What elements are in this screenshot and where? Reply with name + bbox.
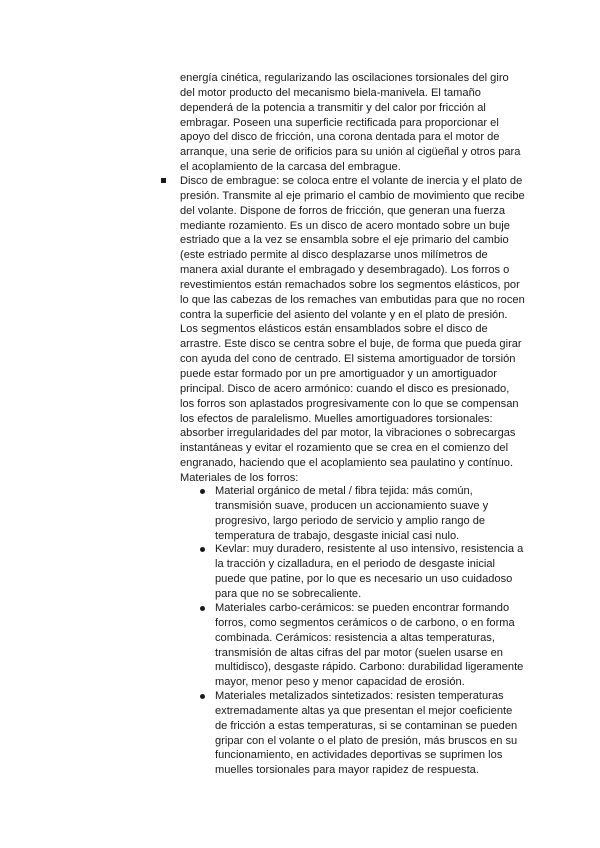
text-line: contra la superficie del asiento del volante y en el plato de presión.	[180, 308, 508, 321]
round-bullet-icon	[200, 694, 205, 699]
text-line: Materiales de los forros:	[180, 471, 299, 484]
text-line: del volante. Dispone de forros de fricción, que generan una fuerza	[180, 204, 506, 217]
text-line: manera axial durante el embragado y desembragado). Los forros o	[180, 264, 510, 277]
volante-paragraph-continuation	[180, 71, 550, 175]
text-line: revestimientos están remachados sobre los segmentos elásticos, por	[180, 278, 520, 291]
material-item-kevlar	[215, 542, 550, 601]
text-line: embragar. Poseen una superficie rectificada para proporcionar el	[180, 116, 499, 129]
text-line: progresivo, largo periodo de servicio y amplio rango de	[215, 514, 486, 527]
text-line: multidisco), desgaste rápido. Carbono: durabilidad ligeramente	[215, 661, 524, 674]
text-line: extremadamente altas ya que presentan el mejor coeficiente	[215, 704, 513, 717]
text-line: mayor, menor peso y menor capacidad de erosión.	[215, 676, 465, 689]
text-line: transmisión de altas cifras del par motor (suelen usarse en	[215, 646, 503, 659]
text-line: Materiales carbo-cerámicos: se pueden encontrar formando	[215, 602, 510, 614]
text-line: puede estar formado por un pre amortiguador y un amortiguador	[180, 367, 497, 380]
text-line: Materiales metalizados sintetizados: resisten temperaturas	[215, 690, 504, 702]
text-line: del motor producto del mecanismo biela-manivela. El tamaño	[180, 86, 481, 99]
text-line: forros, como segmentos cerámicos o de carbono, o en forma	[215, 616, 515, 629]
text-line: los efectos de paralelismo. Muelles amortiguadores torsionales:	[180, 412, 493, 425]
text-line: (este estriado permite al disco desplazarse unos milímetros de	[180, 249, 488, 262]
text-line: lo que las cabezas de los remaches van embutidas para que no rocen	[180, 293, 525, 306]
text-line: Kevlar: muy duradero, resistente al uso intensivo, resistencia a	[215, 543, 524, 555]
text-line: de fricción a estas temperaturas, si se contaminan se pueden	[215, 719, 518, 732]
text-line: muelles torsionales para mayor rapidez de respuesta.	[215, 764, 479, 777]
text-line: estriado que a la vez se ensambla sobre el eje primario del cambio	[180, 234, 509, 247]
material-item-carbo-ceramicos	[215, 601, 550, 690]
text-line: apoyo del disco de fricción, una corona dentada para el motor de	[180, 131, 500, 144]
text-line: la tracción y cizalladura, en el periodo de desgaste inicial	[215, 557, 495, 570]
disco-embrague-item	[180, 174, 550, 486]
text-line: puede que patine, por lo que es necesario un uso cuidadoso	[215, 572, 513, 585]
round-bullet-icon	[200, 606, 205, 611]
material-item-organico	[215, 484, 550, 543]
text-line: absorber irregularidades del par motor, la vibraciones o sobrecargas	[180, 427, 516, 440]
text-line: energía cinética, regularizando las oscilaciones torsionales del giro	[180, 72, 509, 84]
text-line: para que no se sobrecaliente.	[215, 587, 362, 600]
text-line: arrastre. Este disco se centra sobre el buje, de forma que pueda girar	[180, 338, 522, 351]
text-line: transmisión suave, producen un accionamiento suave y	[215, 499, 489, 512]
round-bullet-icon	[200, 547, 205, 552]
text-line: mediante rozamiento. Es un disco de acero montado sobre un buje	[180, 219, 510, 232]
text-line: presión. Transmite al eje primario el cambio de movimiento que recibe	[180, 189, 525, 202]
text-line: instantáneas y evitar el rozamiento que se crea en el comienzo del	[180, 442, 509, 455]
text-line: los forros son aplastados progresivamente con lo que se compensan	[180, 397, 519, 410]
text-line: Los segmentos elásticos están ensamblados sobre el disco de	[180, 323, 488, 336]
text-line: principal. Disco de acero armónico: cuando el disco es presionado,	[180, 382, 510, 395]
text-line: funcionamiento, en actividades deportivas se suprimen los	[215, 749, 503, 762]
text-line: dependerá de la potencia a transmitir y del calor por fricción al	[180, 101, 486, 114]
text-line: el acoplamiento de la carcasa del embrague.	[180, 161, 401, 174]
text-line: gripar con el volante o el plato de presión, más bruscos en su	[215, 734, 518, 747]
text-line: Disco de embrague: se coloca entre el volante de inercia y el plato de	[180, 175, 523, 187]
text-line: combinada. Cerámicos: resistencia a altas temperaturas,	[215, 631, 495, 644]
square-bullet-icon	[161, 178, 166, 183]
text-line: temperatura de trabajo, desgaste inicial casi nulo.	[215, 529, 460, 542]
text-line: engranado, haciendo que el acoplamiento sea paulatino y contínuo.	[180, 457, 514, 470]
text-line: con ayuda del cono de centrado. El sistema amortiguador de torsión	[180, 353, 516, 366]
material-item-metalizados	[215, 689, 550, 778]
text-line: arranque, una serie de orificios para su unión al cigüeñal y otros para	[180, 146, 521, 159]
text-line: Material orgánico de metal / fibra tejida: más común,	[215, 485, 473, 497]
round-bullet-icon	[200, 489, 205, 494]
